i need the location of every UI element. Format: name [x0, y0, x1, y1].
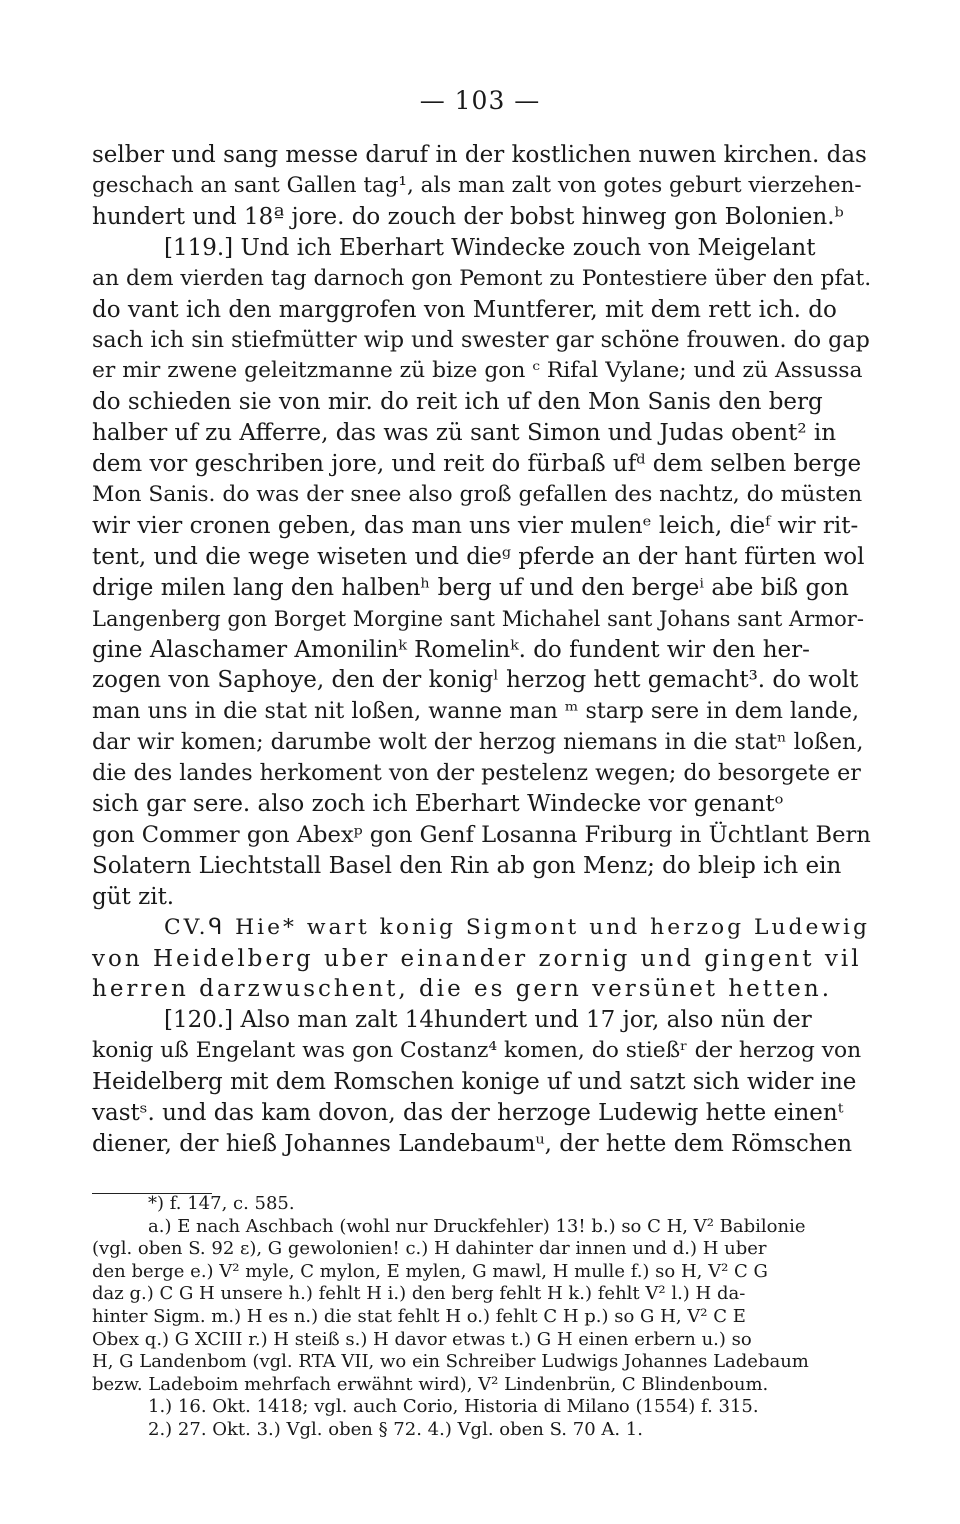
text-line: drige milen lang den halbenʰ berg uf und den bergeⁱ abe biß gon: [92, 574, 849, 601]
text-line: Solatern Liechtstall Basel den Rin ab gon Menz; do bleip ich ein: [92, 852, 842, 879]
footnote-line: 2.) 27. Okt. 3.) Vgl. oben § 72. 4.) Vgl. oben S. 70 A. 1.: [148, 1418, 643, 1440]
heading-line: von Heidelberg uber einander zornig und gingent vil: [92, 945, 862, 972]
text-line: do schieden sie von mir. do reit ich uf den Mon Sanis den berg: [92, 389, 823, 416]
text-line: halber uf zu Afferre, das was zü sant Simon und Judas obent² in: [92, 420, 837, 447]
text-line: selber und sang messe daruf in der kostlichen nuwen kirchen. das: [92, 142, 867, 168]
footnote-line: *) f. 147, c. 585.: [148, 1193, 295, 1214]
footnote-line: daz g.) C G H unsere h.) fehlt H i.) den berg fehlt H k.) fehlt V² l.) H da-: [92, 1283, 746, 1305]
text-line: [119.] Und ich Eberhart Windecke zouch von Meigelant: [164, 234, 816, 261]
text-line: die des landes herkoment von der pestelenz wegen; do besorgete er: [92, 760, 861, 787]
text-line: dem vor geschriben jore, und reit do fürbaß ufᵈ dem selben berge: [92, 451, 862, 478]
heading-line: herren darzwuschent, die es gern versünet hetten.: [92, 976, 833, 1003]
chapter-heading-cv: [92, 913, 872, 1006]
heading-line: CV.ᑫ Hie* wart konig Sigmont und herzog Ludewig: [164, 914, 870, 940]
text-line: güt zit.: [92, 883, 175, 910]
paragraph-120: [92, 1005, 872, 1160]
paragraph-1: [92, 140, 872, 233]
text-line: do vant ich den marggrofen von Muntferer, mit dem rett ich. do: [92, 296, 837, 323]
text-line: sich gar sere. also zoch ich Eberhart Windecke vor genantᵒ: [92, 791, 784, 818]
text-line: konig uß Engelant was gon Costanz⁴ komen, do stießʳ der herzog von: [92, 1038, 862, 1064]
text-line: wir vier cronen geben, das man uns vier mulenᵉ leich, dieᶠ wir rit-: [92, 512, 859, 539]
text-line: an dem vierden tag darnoch gon Pemont zu Pontestiere über den pfat.: [92, 265, 872, 291]
text-line: tent, und die wege wiseten und dieᵍ pferde an der hant fürten wol: [92, 543, 865, 570]
text-line: er mir zwene geleitzmanne zü bize gon ᶜ Rifal Vylane; und zü Assussa: [92, 358, 863, 384]
text-line: Heidelberg mit dem Romschen konige uf und satzt sich wider ine: [92, 1069, 857, 1096]
text-line: gine Alaschamer Amonilinᵏ Romelinᵏ. do fundent wir den her-: [92, 636, 810, 663]
footnote-line: bezw. Ladeboim mehrfach erwähnt wird), V² Lindenbrün, C Blindenboum.: [92, 1373, 769, 1395]
text-line: dar wir komen; darumbe wolt der herzog niemans in die statⁿ loßen,: [92, 729, 864, 756]
footnotes: [92, 1193, 872, 1442]
footnote-line: den berge e.) V² myle, C mylon, E mylen, G mawl, H mulle f.) so H, V² C G: [92, 1260, 768, 1282]
text-line: diener, der hieß Johannes Landebaumᵘ, der hette dem Römschen: [92, 1131, 853, 1157]
footnote-line: Obex q.) G XCIII r.) H steiß s.) H davor etwas t.) G H einen erbern u.) so: [92, 1328, 752, 1350]
paragraph-119: [92, 233, 872, 913]
text-line: gon Commer gon Abexᵖ gon Genf Losanna Friburg in Üchtlant Bern: [92, 821, 871, 848]
text-line: sach ich sin stiefmütter wip und swester gar schöne frouwen. do gap: [92, 327, 870, 354]
footnote-line: H, G Landenbom (vgl. RTA VII, wo ein Schreiber Ludwigs Johannes Ladebaum: [92, 1351, 809, 1373]
page-number: — 103 —: [419, 86, 541, 115]
text-line: geschach an sant Gallen tag¹, als man zalt von gotes geburt vierzehen-: [92, 172, 862, 198]
text-line: Mon Sanis. do was der snee also groß gefallen des nachtz, do müsten: [92, 481, 863, 507]
footnote-line: (vgl. oben S. 92 ε), G gewolonien! c.) H dahinter dar innen und d.) H uber: [92, 1238, 767, 1260]
footnote-line: a.) E nach Aschbach (wohl nur Druckfehler) 13! b.) so C H, V² Babilonie: [148, 1215, 806, 1237]
main-text: [92, 140, 872, 1160]
text-line: [120.] Also man zalt 14hundert und 17 jor, also nün der: [164, 1007, 812, 1034]
text-line: Langenberg gon Borget Morgine sant Michahel sant Johans sant Armor-: [92, 606, 864, 631]
text-line: vastˢ. und das kam dovon, das der herzoge Ludewig hette einenᵗ: [92, 1100, 844, 1127]
text-line: hundert und 18ª jore. do zouch der bobst hinweg gon Bolonien.ᵇ: [92, 203, 844, 230]
text-line: man uns in die stat nit loßen, wanne man ᵐ starp sere in dem lande,: [92, 698, 860, 725]
footnote-line: hinter Sigm. m.) H es n.) die stat fehlt H o.) fehlt C H p.) so G H, V² C E: [92, 1305, 746, 1327]
text-line: zogen von Saphoye, den der konigˡ herzog hett gemacht³. do wolt: [92, 667, 859, 694]
footnote-line: 1.) 16. Okt. 1418; vgl. auch Corio, Historia di Milano (1554) f. 315.: [148, 1396, 759, 1418]
